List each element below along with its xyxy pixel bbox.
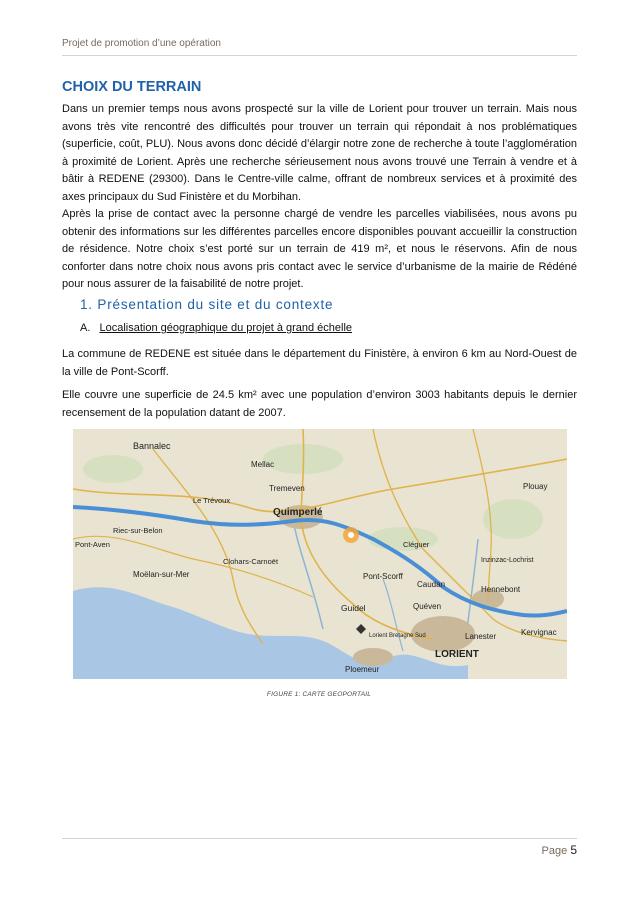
page-number: 5 [570, 843, 577, 857]
map-figure [73, 429, 567, 679]
map-label-plouay: Plouay [523, 482, 548, 491]
forest-area [83, 455, 143, 483]
subsubsection-letter: A. [80, 322, 91, 334]
paragraph-1: Dans un premier temps nous avons prospecté sur la ville de Lorient pour trouver un terrain. Mais nous avons très vite rencontré des difficultés pour trouver un terrain qui répondait à nos problématiques (superficie, coût, PLU). Nous avons donc décidé d’élargir notre zone de recherche à toute l’agglomération à proximité de Lorient. Après une recherche sérieusement nous avons trouvé une Terrain à vendre et à bâtir à REDENE (29300). Dans le Centre-ville calme, offrant de nombreux services et à proximité des axes principaux du Sud Finistère et du Morbihan. [62, 103, 577, 203]
subsubsection-heading [80, 322, 352, 334]
subsection-heading [80, 297, 333, 312]
map-label-quimperle: Quimperlé [273, 507, 323, 518]
paragraph-3: La commune de REDENE est située dans le département du Finistère, à environ 6 km au Nord-Ouest de la ville de Pont-Scorff. [62, 348, 577, 378]
map-label-inzinzac: Inzinzac-Lochrist [481, 557, 534, 564]
map-label-hennebont: Hennebont [481, 585, 521, 594]
map-label-caudan: Caudan [417, 580, 446, 589]
map-label-moelan: Moëlan-sur-Mer [133, 570, 190, 579]
paragraph-2: Après la prise de contact avec la personne chargé de vendre les parcelles viabilisées, nous avons pu obtenir des informations sur les différentes parcelles encore disponibles pouvant accueillir la construction de résidence. Notre choix s’est porté sur un terrain de 419 m², et nous le réservons. Afin de nous conforter dans notre choix nous avons pris contact avec le service d’urbanisme de la mairie de Rédéné pour nous assurer de la faisabilité de notre projet. [62, 208, 577, 291]
map-label-riec: Riec-sur-Belon [113, 526, 163, 535]
map-label-pontscorff: Pont-Scorff [363, 572, 403, 581]
map-label-pontaven: Pont-Aven [75, 540, 110, 549]
map-label-tremeven: Tremeven [269, 484, 305, 493]
map-label-mellac: Mellac [251, 460, 275, 469]
urban-area [353, 648, 393, 666]
map-label-bannalec: Bannalec [133, 441, 171, 451]
running-title: Projet de promotion d’une opération [62, 38, 221, 49]
subsubsection-title: Localisation géographique du projet à grand échelle [99, 322, 353, 334]
running-header [62, 38, 577, 56]
map-label-lorient: LORIENT [435, 649, 479, 660]
forest-area [483, 499, 543, 539]
project-location-dot [348, 532, 354, 538]
map-label-cleguer: Cléguer [403, 540, 430, 549]
map-label-queven: Quéven [413, 602, 442, 611]
page-label: Page [541, 845, 568, 857]
paragraph-4: Elle couvre une superficie de 24.5 km² avec une population d’environ 3003 habitants depuis le dernier recensement de la population datant de 2007. [62, 389, 577, 419]
map-label-clohars: Clohars-Carnoët [223, 557, 279, 566]
map-label-lanester: Lanester [465, 632, 497, 641]
subsection-title: Présentation du site et du contexte [97, 297, 334, 312]
footer-divider [62, 838, 577, 839]
map-label-letrevoux: Le Trévoux [193, 496, 231, 505]
subsection-number: 1. [80, 297, 93, 312]
map-label-ploemeur: Ploemeur [345, 665, 380, 674]
map-label-airport: Lorient Bretagne Sud [369, 633, 426, 639]
map-label-guidel: Guidel [341, 603, 366, 613]
figure-caption: FIGURE 1: CARTE GEOPORTAIL [266, 691, 372, 698]
page-footer [542, 843, 577, 857]
map-image [73, 429, 567, 679]
map-label-kervignac: Kervignac [521, 628, 557, 637]
section-title: CHOIX DU TERRAIN [62, 79, 202, 95]
